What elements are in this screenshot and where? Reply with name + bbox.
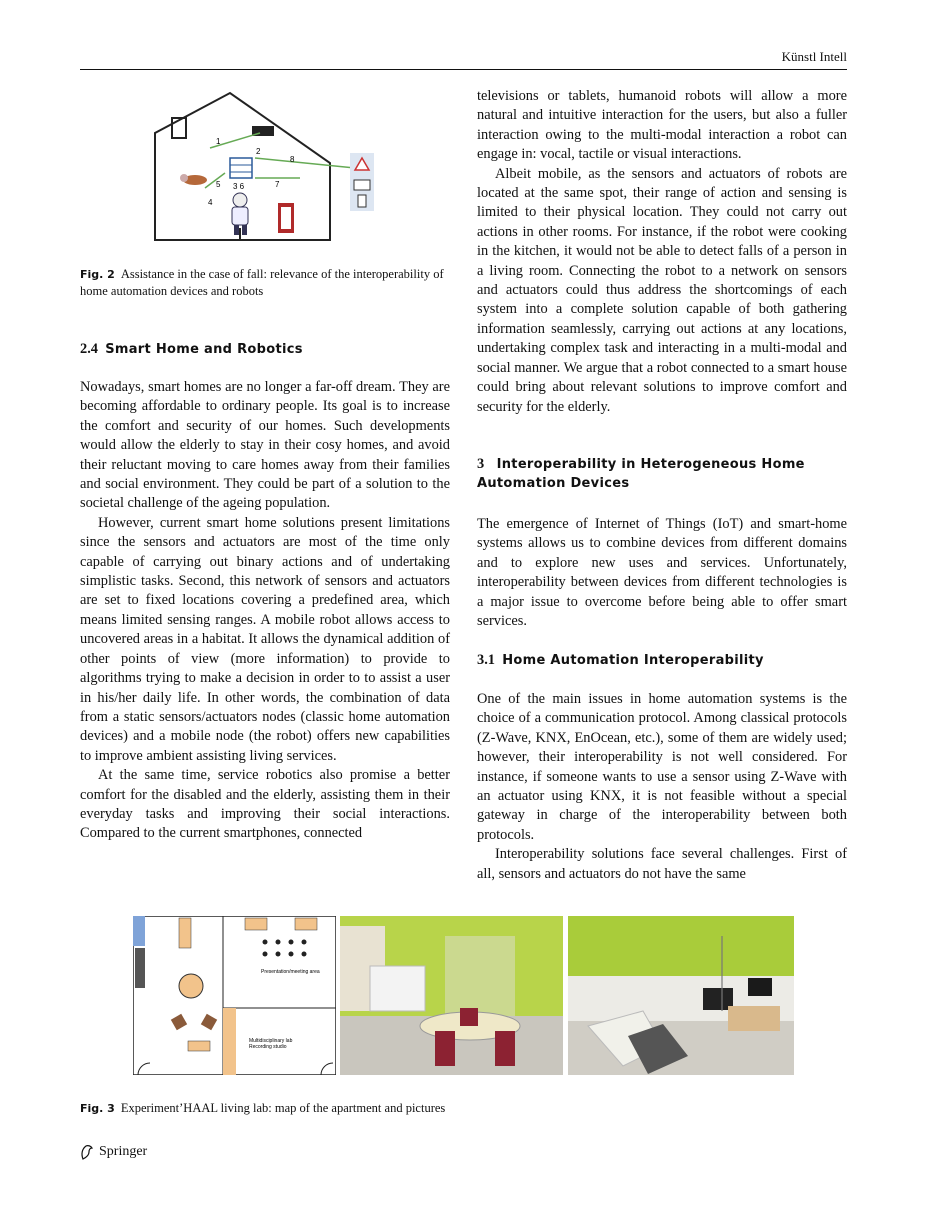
- fig2-marker: 1: [216, 137, 221, 146]
- fig2-marker: 4: [208, 198, 213, 207]
- section-number: 3: [477, 456, 485, 472]
- springer-horse-icon: [80, 1144, 94, 1160]
- fig2-marker: 2: [256, 147, 261, 156]
- section-3-1-body: [477, 690, 847, 884]
- fig2-marker: 3 6: [233, 182, 245, 191]
- paragraph: At the same time, service robotics also promise a better comfort for the disabled and the elderly, assisting them in their everyday tasks and improving their social interactions. Compared to the current smartphones, connected: [80, 767, 450, 842]
- map-label-multidisciplinary: Multidisciplinary lab: [249, 1038, 293, 1044]
- figure-2-caption: [80, 266, 455, 299]
- section-2-4-heading: [80, 340, 303, 359]
- paragraph: However, current smart home solutions present limitations since the sensors and actuators are most of the time only capable of carrying out binary actions and of undertaking simplistic tasks. Second, this network of sensors and actuators are set to fixed locations covering a predefined area, which means limited sensing ranges. A mobile robot allows access to uncovered areas in a habitat. It allows the dynamical addition of other points of view (more information) to provide to algorithms trying to make a decision in order to to assist a user in his/her daily life. In other words, the combination of data from a static sensors/actuators nodes (classic home automation devices) and a mobile node (the robot) offers new capabilities to improve ambient assisting living services.: [80, 514, 450, 764]
- publisher-logo: [80, 1144, 147, 1160]
- right-column-body: [477, 87, 847, 417]
- fig2-marker: 7: [275, 180, 280, 189]
- map-label-presentation: Presentation/meeting area: [261, 969, 320, 975]
- section-3-heading: [477, 455, 847, 494]
- left-column-body: [80, 378, 450, 844]
- section-number: 2.4: [80, 341, 98, 357]
- server-icon: [230, 158, 252, 178]
- figure-3-caption-text: Experiment’HAAL living lab: map of the apartment and pictures: [120, 1101, 446, 1115]
- map-label-recording: Recording studio: [249, 1044, 287, 1050]
- section-3-body: [477, 515, 847, 631]
- figure-2-illustration: [150, 88, 380, 248]
- header-rule: [80, 69, 847, 70]
- paragraph: The emergence of Internet of Things (IoT) and smart-home systems allows us to combine devices from different domains and to explore new uses and services. Unfortunately, interoperability between devices from different technologies is a major issue to overcome before being able to offer smart services.: [477, 516, 847, 630]
- door-icon: [278, 203, 294, 233]
- figure-3-label: Fig. 3: [80, 1102, 115, 1115]
- section-title: Home Automation Interoperability: [502, 653, 764, 668]
- figure-3-floor-map: [133, 916, 336, 1075]
- section-number: 3.1: [477, 652, 495, 668]
- paragraph: One of the main issues in home automation systems is the choice of a communication protocol. Among classical protocols (Z-Wave, KNX, EnOcean, etc.), some of them are widely used; however, their interoperability is not well considered. For instance, if someone wants to use a sensor using Z-Wave with an actuator using KNX, it is not feasible without a special gateway in charge of the interoperability between both protocols.: [477, 691, 847, 843]
- fallen-person-icon: [180, 174, 207, 185]
- section-3-1-heading: [477, 651, 764, 670]
- paragraph: Nowadays, smart homes are no longer a far-off dream. They are becoming affordable to ordinary people. Its goal is to increase the comfort and security of our homes. Such developments would allow the elderly to stay in their cosy homes, and avoid their reluctant moving to care homes away from their families and social environment. They could be part of a solution to the societal challenge of the ageing population.: [80, 379, 450, 512]
- alert-devices-icon: [350, 153, 374, 211]
- figure-3-photo-living: [568, 916, 794, 1075]
- figure-3-caption: [80, 1100, 780, 1117]
- fig2-marker: 8: [290, 155, 295, 164]
- section-title: Smart Home and Robotics: [105, 342, 303, 357]
- figure-3-photo-dining: [340, 916, 563, 1075]
- paragraph: Albeit mobile, as the sensors and actuators of robots are located at the same spot, their range of action and sensing is limited to their physical location. They could not carry out actions in other rooms. For instance, if the robot were cooking in the kitchen, it would not be able to detect falls of a person in a living room. Connecting the robot to a network on sensors and actuators could thus address the shortcomings of each system into a complete solution capable of both gathering information seamlessly, carrying out actions at any locations, undertaking complex task and interacting in a multi-modal and social manner. We argue that a robot connected to a smart house could bring about relevant solutions to improve comfort and security for the elderly.: [477, 165, 847, 415]
- section-title: Interoperability in Heterogeneous Home Automation Devices: [477, 457, 805, 492]
- figure-2-label: Fig. 2: [80, 268, 115, 281]
- fig2-marker: 5: [216, 180, 221, 189]
- paragraph: Interoperability solutions face several challenges. First of all, sensors and actuators do not have the same: [477, 846, 847, 882]
- publisher-name: Springer: [99, 1144, 148, 1159]
- journal-name: Künstl Intell: [781, 49, 847, 64]
- paragraph: televisions or tablets, humanoid robots will allow a more natural and intuitive interaction for the users, but also a fuller interaction owing to the multi-modal interaction a robot can engage in: vocal, tactile or visual interactions.: [477, 88, 847, 163]
- figure-2-caption-text: Assistance in the case of fall: relevance of the interoperability of home automation devices and robots: [80, 267, 444, 298]
